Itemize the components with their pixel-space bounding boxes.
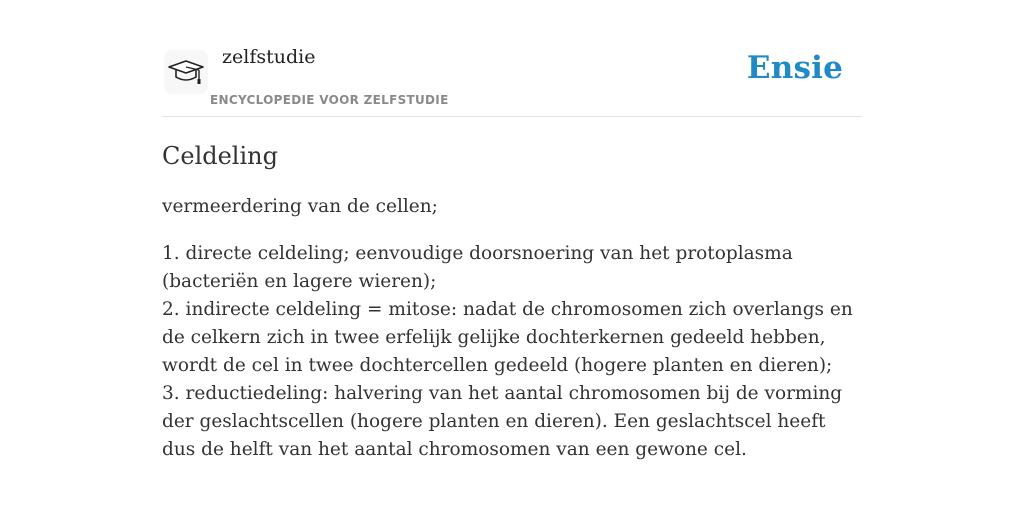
site-header — [162, 0, 862, 117]
definition-item: 2. indirecte celdeling = mitose: nadat de chromosomen zich overlangs en de celkern zich in twee erfelijk gelijke dochterkernen gedeeld hebben, wordt de cel in twee dochtercellen gedeeld (hogere planten en dieren); — [162, 299, 853, 376]
definition-item: 3. reductiedeling: halvering van het aantal chromosomen bij de vorming der geslachtscellen (hogere planten en dieren). Een geslachtscel heeft dus de helft van het aantal chromosomen van een gewone cel. — [162, 383, 843, 460]
graduation-cap-icon — [167, 56, 205, 88]
page — [162, 0, 862, 512]
site-logo[interactable] — [164, 50, 208, 94]
page-title: Celdeling — [162, 142, 278, 170]
article-definition-list — [162, 240, 862, 464]
site-name[interactable]: zelfstudie — [222, 46, 316, 68]
article-intro: vermeerdering van de cellen; — [162, 196, 438, 217]
definition-item: 1. directe celdeling; eenvoudige doorsnoering van het protoplasma (bacteriën en lagere wieren); — [162, 243, 793, 292]
site-tagline: ENCYCLOPEDIE VOOR ZELFSTUDIE — [210, 93, 449, 107]
brand-logo-link[interactable]: Ensie — [746, 50, 843, 86]
